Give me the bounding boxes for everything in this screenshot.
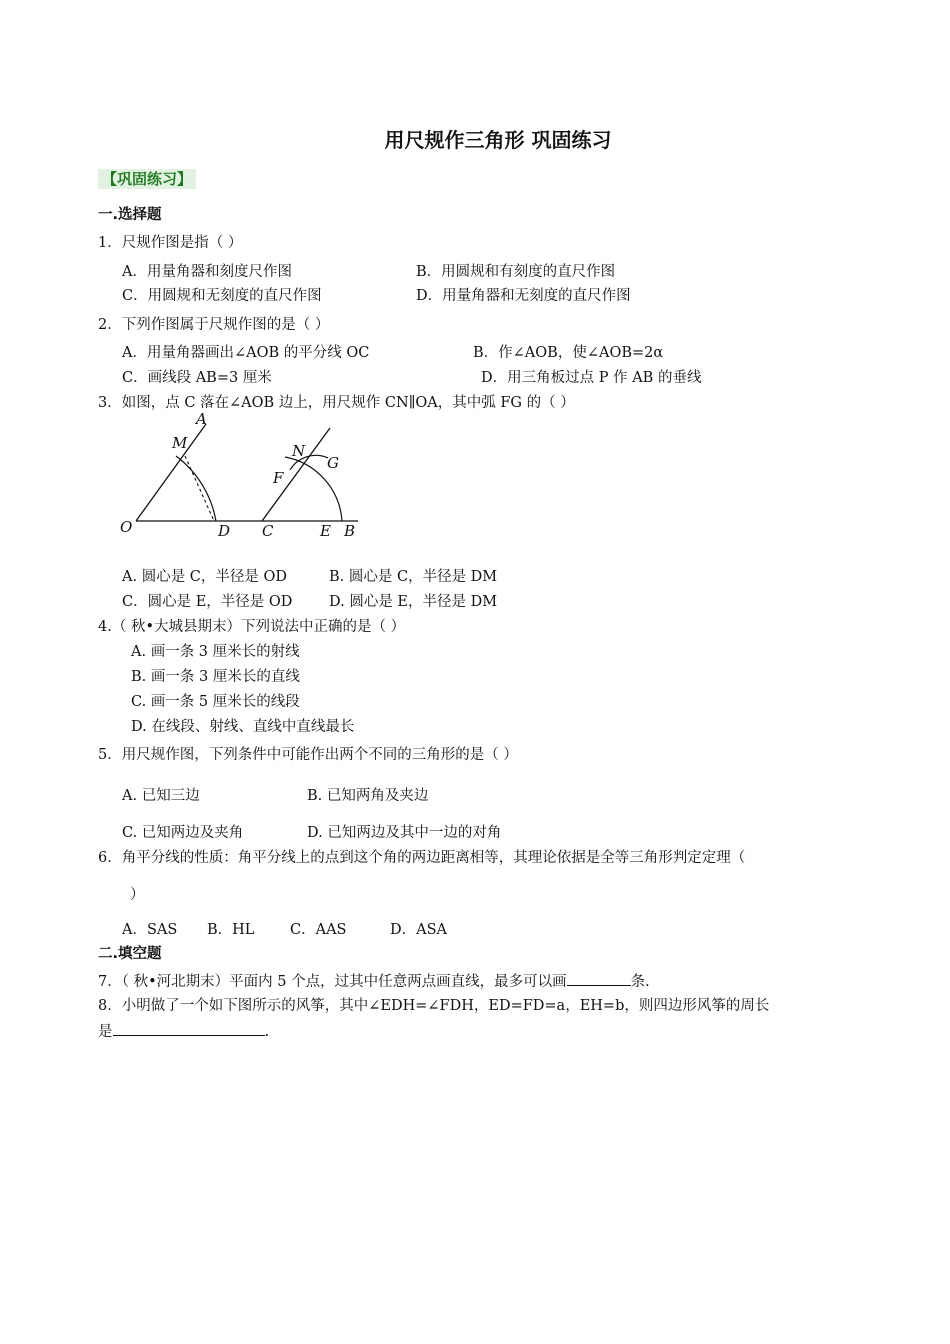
q4-option-d: D. 在线段、射线、直线中直线最长 (131, 719, 355, 735)
label-m: M (172, 434, 188, 452)
q2-option-d: D．用三角板过点 P 作 AB 的垂线 (481, 370, 702, 386)
q6-option-a: A．SAS (122, 922, 178, 938)
q3-option-c: C．圆心是 E，半径是 OD (122, 594, 293, 610)
q6-option-d: D．ASA (390, 922, 448, 938)
q3-option-a: A. 圆心是 C，半径是 OD (122, 569, 288, 585)
q4-option-b: B. 画一条 3 厘米长的直线 (131, 669, 300, 685)
q3-stem: 3．如图，点 C 落在∠AOB 边上，用尺规作 CN∥OA，其中弧 FG 的（ ） (98, 395, 575, 411)
q4-option-c: C. 画一条 5 厘米长的线段 (131, 694, 300, 710)
q8-line2 (98, 1021, 269, 1042)
q8-text-before: 是 (98, 1024, 113, 1040)
label-c: C (262, 522, 274, 540)
q5-stem: 5．用尺规作图，下列条件中可能作出两个不同的三角形的是（ ） (98, 747, 518, 763)
q2-option-b: B．作∠AOB，使∠AOB=2α (473, 345, 664, 361)
q2-option-c: C．画线段 AB=3 厘米 (122, 370, 272, 386)
q1-option-c: C．用圆规和无刻度的直尺作图 (122, 288, 322, 304)
q3-option-b: B. 圆心是 C，半径是 DM (329, 569, 498, 585)
q1-stem: 1．尺规作图是指（ ） (98, 235, 243, 251)
label-o: O (120, 518, 133, 536)
q1-option-b: B．用圆规和有刻度的直尺作图 (416, 264, 616, 280)
q6-stem-end: ） (130, 887, 145, 903)
q6-option-c: C．AAS (290, 922, 347, 938)
q8-line1: 8．小明做了一个如下图所示的风筝，其中∠EDH=∠FDH，ED=FD=a，EH=b，则四边形风筝的周长 (98, 998, 770, 1014)
section-tag: 【巩固练习】 (98, 169, 196, 189)
q5-option-c: C. 已知两边及夹角 (122, 825, 244, 841)
label-b: B (344, 522, 356, 540)
q4-option-a: A. 画一条 3 厘米长的射线 (131, 644, 300, 660)
q3-figure (110, 408, 370, 548)
q6-stem: 6．角平分线的性质：角平分线上的点到这个角的两边距离相等，其理论依据是全等三角形判定定理（ (98, 850, 746, 866)
q5-option-d: D. 已知两边及其中一边的对角 (307, 825, 502, 841)
section-heading-choice: 一.选择题 (98, 207, 162, 223)
segment-md-dashed (185, 456, 214, 521)
q2-stem: 2．下列作图属于尺规作图的是（ ） (98, 317, 330, 333)
q7-answer-blank[interactable] (567, 971, 631, 986)
q7-text-after: 条. (630, 974, 650, 990)
q4-stem: 4.（ 秋•大城县期末）下列说法中正确的是（ ） (98, 619, 406, 635)
label-a: A (196, 410, 207, 428)
label-f: F (273, 469, 284, 487)
q8-text-after: . (264, 1024, 270, 1040)
q5-option-a: A. 已知三边 (122, 788, 200, 804)
q6-option-b: B．HL (207, 922, 255, 938)
page-title: 用尺规作三角形 巩固练习 (384, 128, 612, 152)
label-d: D (218, 522, 231, 540)
q5-option-b: B. 已知两角及夹边 (307, 788, 429, 804)
section-heading-fill: 二.填空题 (98, 946, 162, 962)
q2-option-a: A．用量角器画出∠AOB 的平分线 OC (122, 345, 370, 361)
label-e: E (320, 522, 331, 540)
q7-text-before: 7．（ 秋•河北期末）平面内 5 个点，过其中任意两点画直线，最多可以画 (98, 974, 567, 990)
label-n: N (292, 442, 306, 460)
label-g: G (327, 454, 339, 472)
q1-option-d: D．用量角器和无刻度的直尺作图 (416, 288, 631, 304)
q3-option-d: D. 圆心是 E，半径是 DM (329, 594, 498, 610)
q7-line (98, 971, 650, 992)
q8-answer-blank[interactable] (113, 1021, 265, 1036)
q1-option-a: A．用量角器和刻度尺作图 (122, 264, 292, 280)
ray-oa (136, 424, 206, 521)
